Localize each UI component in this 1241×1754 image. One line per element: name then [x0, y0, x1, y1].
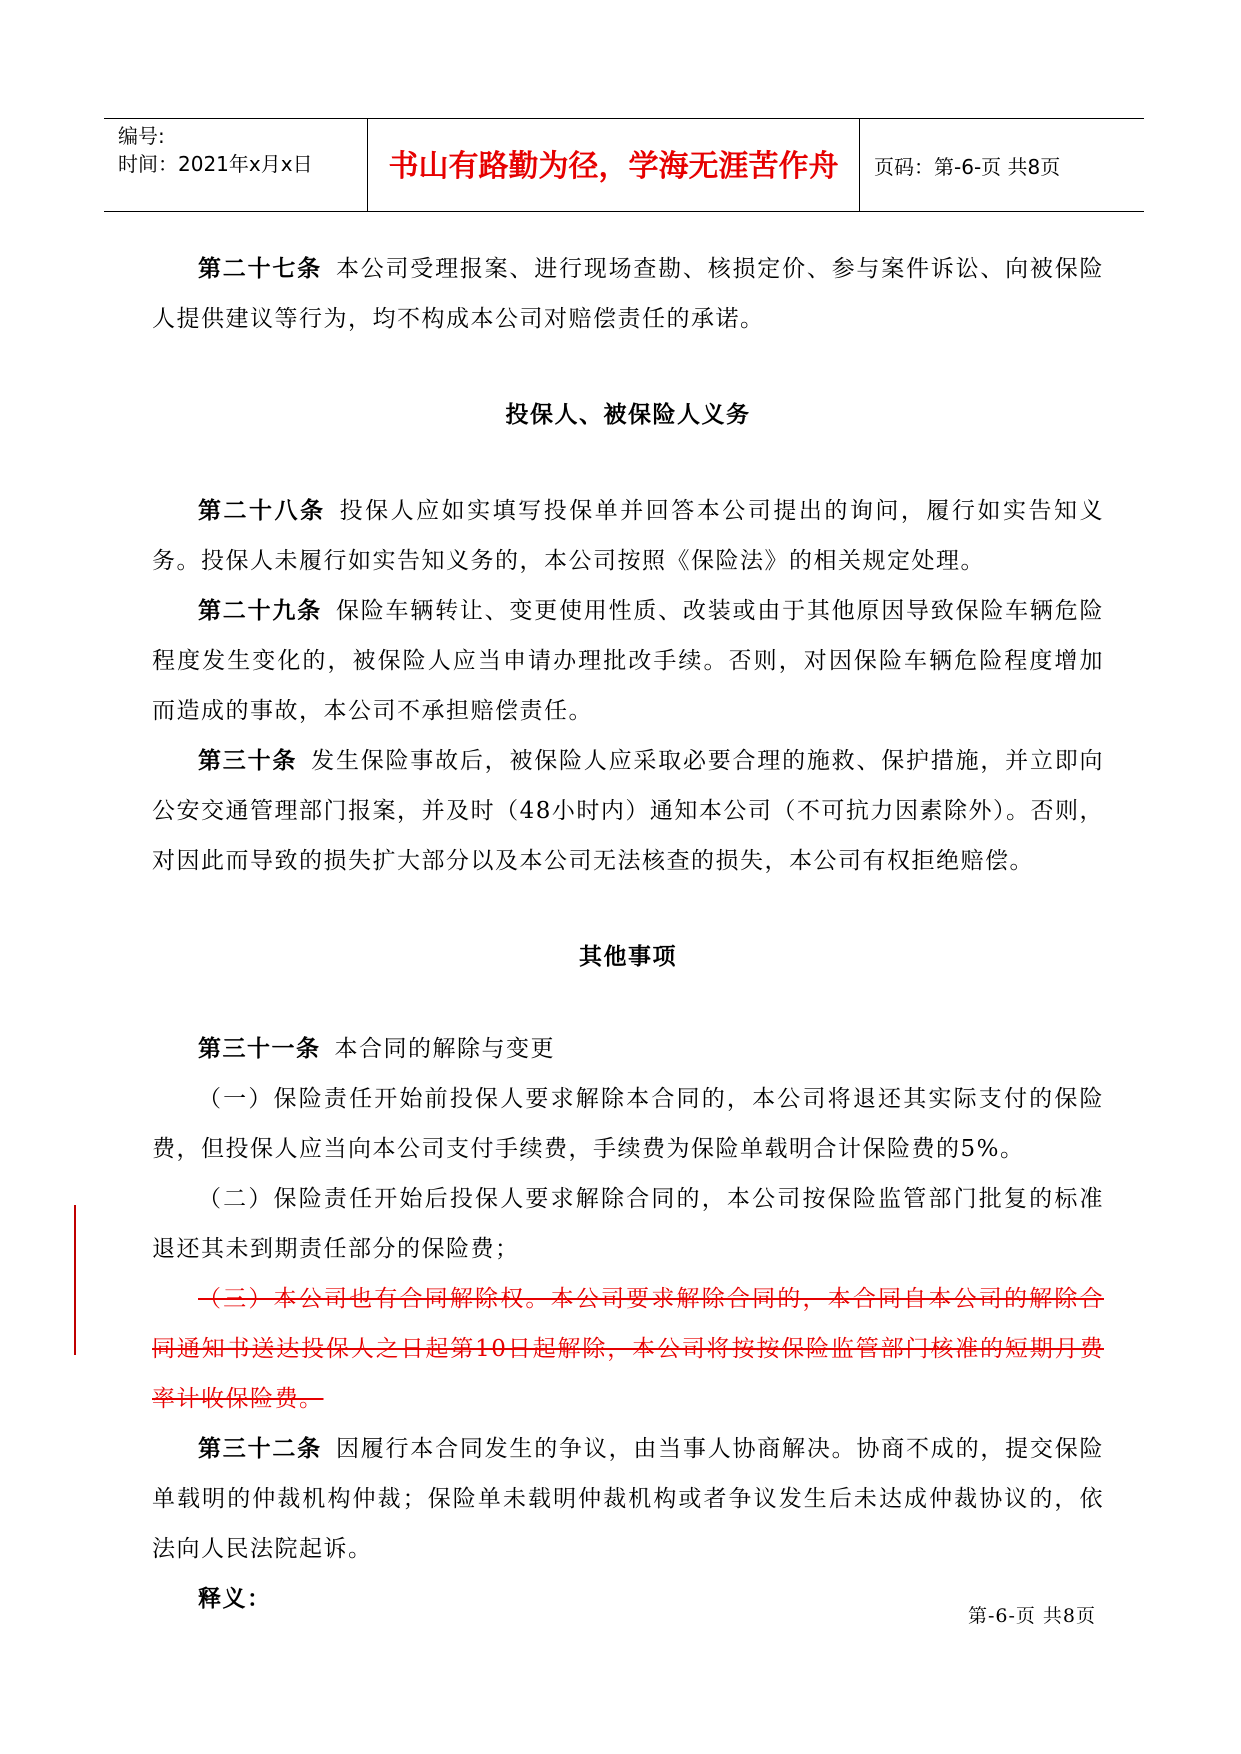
deleted-text: （三）本公司也有合同解除权。本公司要求解除合同的，本合同自本公司的解除合同通知书送达投保人之日起第10日起解除，本公司将按按保险监管部门核准的短期月费率计收保险费。: [152, 1286, 1104, 1412]
article-29-text: 保险车辆转让、变更使用性质、改装或由于其他原因导致保险车辆危险程度发生变化的，被保险人应当申请办理批改手续。否则，对因保险车辆危险程度增加而造成的事故，本公司不承担赔偿责任。: [152, 598, 1105, 724]
time-label: 时间：2021年x月x日: [118, 152, 313, 176]
article-27-text: 本公司受理报案、进行现场查勘、核损定价、参与案件诉讼、向被保险人提供建议等行为，均不构成本公司对赔偿责任的承诺。: [152, 256, 1105, 332]
article-31: [152, 1024, 1104, 1074]
article-32: [152, 1424, 1104, 1574]
header-motto-cell: [368, 119, 860, 211]
article-32-title: 第三十二条: [198, 1435, 322, 1462]
article-30-title: 第三十条: [198, 747, 298, 774]
article-31-text: 本合同的解除与变更: [334, 1036, 555, 1062]
header-page-number: 页码：第-6-页 共8页: [874, 155, 1061, 179]
article-29-title: 第二十九条: [198, 597, 322, 624]
definitions-label: [152, 1574, 1104, 1624]
article-27: [152, 244, 1104, 344]
article-30-text: 发生保险事故后，被保险人应采取必要合理的施救、保护措施，并立即向公安交通管理部门报案，并及时（48小时内）通知本公司（不可抗力因素除外）。否则，对因此而导致的损失扩大部分以及本公司无法核查的损失，本公司有权拒绝赔偿。: [152, 748, 1105, 874]
article-31-item-1: （一）保险责任开始前投保人要求解除本合同的，本公司将退还其实际支付的保险费，但投保人应当向本公司支付手续费，手续费为保险单载明合计保险费的5%。: [152, 1086, 1104, 1162]
section-heading-other: 其他事项: [579, 943, 677, 970]
article-28: [152, 486, 1104, 586]
page-header: [104, 118, 1144, 212]
header-meta-cell: [104, 119, 368, 211]
article-31-item-3-deleted: [152, 1274, 1104, 1424]
article-30: [152, 736, 1104, 886]
motto-text: 书山有路勤为径，学海无涯苦作舟: [388, 149, 839, 184]
article-32-text: 因履行本合同发生的争议，由当事人协商解决。协商不成的，提交保险单载明的仲裁机构仲裁；保险单未载明仲裁机构或者争议发生后未达成仲裁协议的，依法向人民法院起诉。: [152, 1436, 1105, 1562]
document-body: [152, 244, 1104, 1624]
header-page-cell: [860, 119, 1144, 211]
footer-page-number: 第-6-页 共8页: [967, 1605, 1096, 1627]
revision-change-bar: [74, 1205, 76, 1355]
article-28-text: 投保人应如实填写投保单并回答本公司提出的询问，履行如实告知义务。投保人未履行如实告知义务的，本公司按照《保险法》的相关规定处理。: [152, 498, 1105, 574]
article-31-item-2: （二）保险责任开始后投保人要求解除合同的，本公司按保险监管部门批复的标准退还其未到期责任部分的保险费；: [152, 1186, 1104, 1262]
article-27-title: 第二十七条: [198, 255, 322, 282]
serial-number-label: 编号:: [118, 124, 165, 148]
section-heading-obligations: 投保人、被保险人义务: [505, 401, 751, 428]
article-28-title: 第二十八条: [198, 497, 326, 524]
article-31-title: 第三十一条: [198, 1035, 321, 1062]
article-29: [152, 586, 1104, 736]
definitions-title: 释义：: [198, 1585, 272, 1612]
